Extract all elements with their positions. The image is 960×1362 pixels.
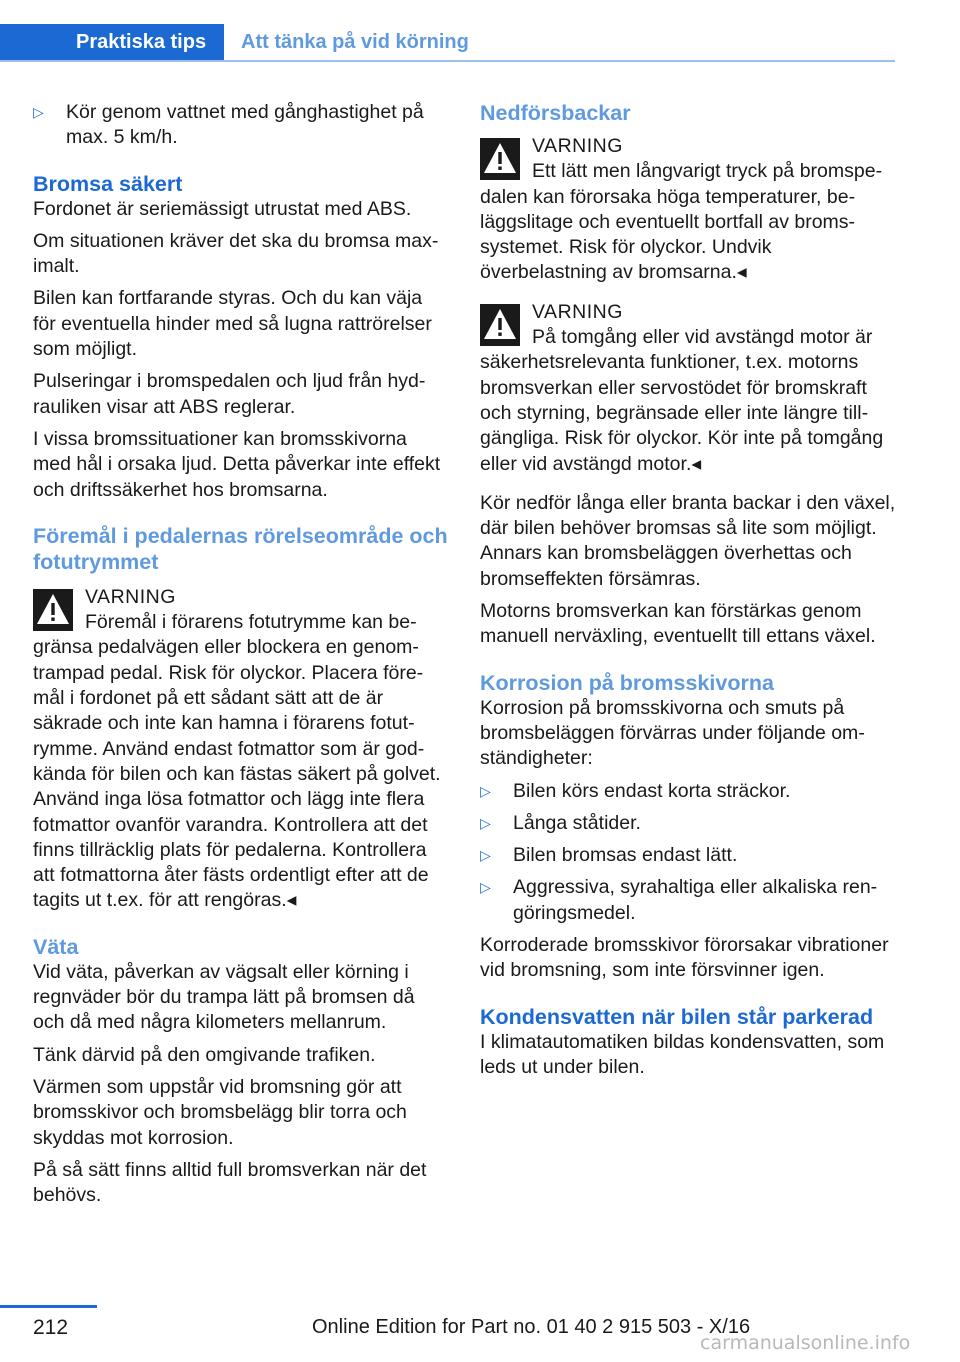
- paragraph: Värmen som uppstår vid bromsning gör att bromsskivor och bromsbelägg blir torra och skyddas mot korrosion.: [33, 1075, 407, 1149]
- paragraph: Fordonet är seriemässigt utrustat med ABS.: [33, 197, 412, 220]
- paragraph: På så sätt finns alltid full bromsverkan när det behövs.: [33, 1158, 427, 1207]
- warning-text: Ett lätt men långvarigt tryck på bromspedalen kan förorsaka höga temperaturer, beläggslitage och eventuellt bortfall av bromssystemet. Risk för olyckor. Undvik överbelastning av bromsarna.◂: [480, 160, 883, 284]
- paragraph: Om situationen kräver det ska du bromsa maximalt.: [33, 229, 439, 278]
- warning-text: Föremål i förarens fotutrymme kan begränsa pedalvägen eller blockera en genomtrampad pedal. Risk för olyckor. Placera föremål i fordonet på ett sådant sätt att de är säkrade och inte kan hamna i förarens fotutrymme. Använd endast fotmattor som är godkända för bilen och kan fästas säkert på golvet. Använd inga lösa fotmattor och lägg inte flera fotmattor ovanför varandra. Kontrollera att det finns tillräcklig plats för pedalerna. Kontrollera att fotmattorna åter fästs ordentligt efter att de tagits ut t.ex. för att rengöras.◂: [33, 611, 441, 912]
- list-item: [33, 100, 448, 151]
- triangle-bullet-icon: ▷: [33, 104, 44, 120]
- warning-text: På tomgång eller vid avstängd motor är säkerhetsrelevanta funktioner, t.ex. motorns bromsverkan eller servostödet för bromskraft och styrning, begränsade eller inte längre tillgängliga. Risk för olyckor. Kör inte på tomgång eller vid avstängd motor.◂: [480, 326, 884, 475]
- paragraph: Korroderade bromsskivor förorsakar vibrationer vid bromsning, som inte försvinner igen.: [480, 934, 889, 982]
- warning-block: [480, 300, 898, 477]
- list-item-text: Bilen körs endast korta sträckor.: [513, 779, 791, 802]
- paragraph: Kör nedför långa eller branta backar i den växel, där bilen behöver bromsas så lite som möjligt. Annars kan bromsbeläggen överhettas och bromseffekten försämras.: [480, 491, 896, 590]
- list-item: [480, 875, 898, 926]
- list-item-text: Bilen bromsas endast lätt.: [513, 844, 738, 867]
- triangle-bullet-icon: ▷: [480, 814, 491, 831]
- warning-title: VARNING: [85, 585, 176, 608]
- heading-brake-safely: Bromsa säkert: [33, 171, 183, 196]
- section-tab-chapter: Att tänka på vid körning: [241, 31, 469, 53]
- warning-block: [480, 134, 898, 286]
- warning-triangle-icon: [480, 138, 520, 180]
- section-tab-active: Praktiska tips: [0, 24, 224, 61]
- heading-condensate: Kondensvatten när bilen står parkerad: [480, 1004, 874, 1029]
- paragraph: Korrosion på bromsskivorna och smuts på bromsbeläggen förvärras under följande omständigheter:: [480, 696, 865, 770]
- paragraph: I klimatautomatiken bildas kondensvatten, som leds ut under bilen.: [480, 1030, 885, 1078]
- paragraph: I vissa bromssituationer kan bromsskivorna med hål i orsaka ljud. Detta påverkar inte effekt och driftssäkerhet hos bromsarna.: [33, 427, 441, 501]
- list-item-text: Kör genom vattnet med gånghastighet på max. 5 km/h.: [66, 101, 424, 149]
- paragraph: Bilen kan fortfarande styras. Och du kan väja för eventuella hinder med så lugna rattrörelser som möjligt.: [33, 287, 432, 361]
- paragraph: Motorns bromsverkan kan förstärkas genom manuell nerväxling, eventuellt till ettans växel.: [480, 600, 876, 648]
- list-item-text: Långa ståtider.: [513, 811, 641, 834]
- heading-objects-footwell: Föremål i pedalernas rörelseområde och fotutrymmet: [33, 523, 448, 574]
- list-item: [480, 811, 898, 836]
- paragraph: Pulseringar i bromspedalen och ljud från hydrauliken visar att ABS reglerar.: [33, 370, 426, 418]
- heading-downhill: Nedförsbackar: [480, 101, 631, 125]
- warning-triangle-icon: [33, 589, 73, 631]
- page-header: [0, 0, 960, 62]
- edition-line: Online Edition for Part no. 01 40 2 915 503 - X/16: [312, 1316, 751, 1338]
- triangle-bullet-icon: ▷: [480, 879, 491, 896]
- list-item: [480, 779, 898, 804]
- header-divider: [0, 60, 895, 62]
- warning-title: VARNING: [532, 300, 623, 323]
- warning-block: [33, 585, 448, 914]
- paragraph: Tänk därvid på den omgivande trafiken.: [33, 1043, 376, 1066]
- list-item-text: Aggressiva, syrahaltiga eller alkaliska rengöringsmedel.: [513, 876, 878, 924]
- left-column: [33, 100, 448, 1215]
- list-item: [480, 843, 898, 868]
- right-column: [480, 100, 898, 1087]
- warning-triangle-icon: [480, 304, 520, 346]
- warning-title: VARNING: [532, 135, 623, 157]
- heading-corrosion: Korrosion på bromsskivorna: [480, 670, 774, 695]
- footer-accent-bar: [0, 1305, 97, 1308]
- heading-wet: Väta: [33, 934, 79, 959]
- watermark: carmanualsonline.info: [700, 1332, 911, 1354]
- page-number: 212: [33, 1316, 69, 1339]
- triangle-bullet-icon: ▷: [480, 782, 491, 799]
- triangle-bullet-icon: ▷: [480, 847, 491, 864]
- paragraph: Vid väta, påverkan av vägsalt eller körning i regnväder bör du trampa lätt på bromsen då och då med några kilometers mellanrum.: [33, 960, 415, 1034]
